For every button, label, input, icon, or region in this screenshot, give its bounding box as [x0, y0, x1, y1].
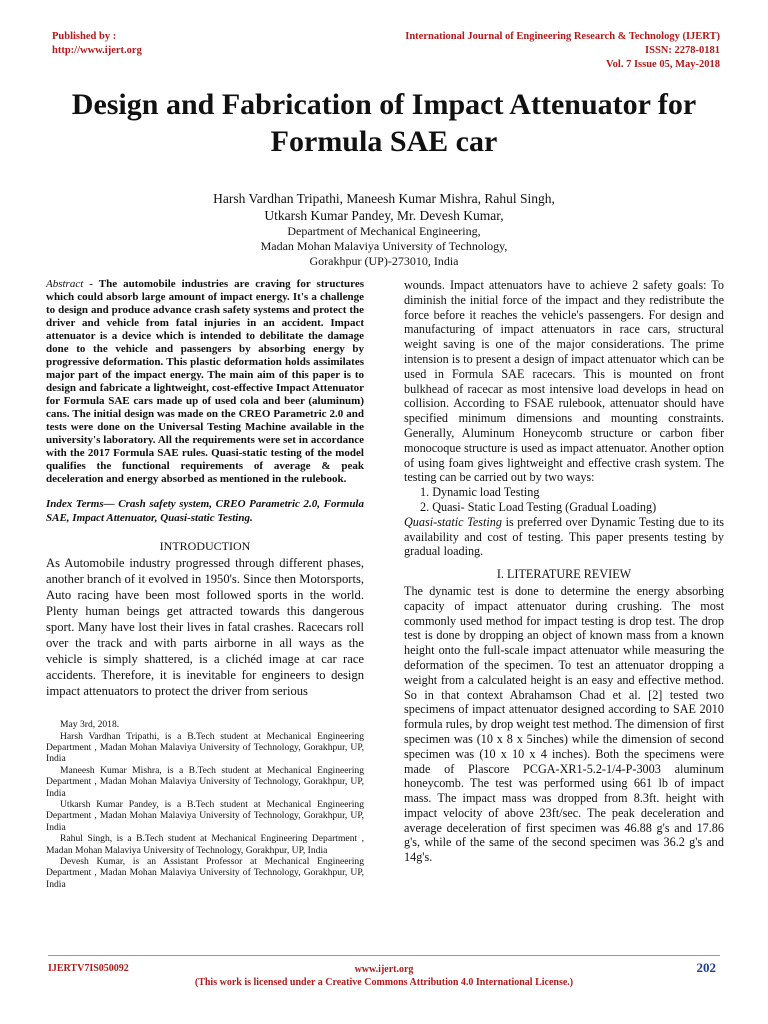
footer-url[interactable]: www.ijert.org [354, 964, 414, 975]
publisher-label: Published by : [52, 31, 117, 42]
author-city: Gorakhpur (UP)-273010, India [309, 254, 459, 268]
abstract-text: - The automobile industries are craving for structures which could absorb large amount of impact energy. It's a challenge to design and produce advance crash safety systems and protect the driver and vehicle from fatal injuries in an accident. Impact attenuator is a device which is intended to debilitate the damage done to the vehicle and passengers by absorbing energy by progressive deformation. This plastic deformation holds assimilates major part of the impact energy. The main aim of this paper is to design and fabricate a lightweight, cost-effective Impact Attenuator for Formula SAE cars made up of used cola and beer (aluminum) cans. The initial design was made on the CREO Parametric 2.0 and tests were done on the Universal Testing Machine available in the university's laboratory. All the requirements were set in accordance with the 2017 Formula SAE rules. Quasi-static testing of the model qualifies the functional requirements of average & peak deceleration and energy absorbed as mentioned in the rulebook. [46, 278, 364, 485]
right-column [404, 278, 724, 865]
footnote-author-4: Rahul Singh, is a B.Tech student at Mechanical Engineering Department , Madan Mohan Malaviya University of Technology, Gorakhpur, UP, India [46, 833, 364, 856]
author-department: Department of Mechanical Engineering, [287, 224, 481, 238]
intro-heading: INTRODUCTION [159, 539, 251, 553]
journal-volume: Vol. 7 Issue 05, May-2018 [606, 59, 720, 70]
author-names-line1: Harsh Vardhan Tripathi, Maneesh Kumar Mishra, Rahul Singh, [213, 191, 555, 206]
publisher-url[interactable]: http://www.ijert.org [52, 45, 142, 56]
quasi-static-text: is preferred over Dynamic Testing due to its availability and cost of testing. This paper presents testing by gradual loading. [404, 514, 724, 559]
page-number: 202 [696, 960, 716, 975]
testing-methods-list [404, 485, 724, 515]
footnote-date: May 3rd, 2018. [60, 719, 120, 731]
index-terms: Index Terms— Crash safety system, CREO Parametric 2.0, Formula SAE, Impact Attenuator, Quasi-static Testing. [46, 498, 364, 524]
footer-center [0, 963, 768, 989]
author-footnotes [46, 719, 364, 890]
journal-name: International Journal of Engineering Research & Technology (IJERT) [405, 31, 720, 42]
publisher-header [52, 30, 142, 58]
footer-divider [48, 955, 720, 956]
footnote-author-2: Maneesh Kumar Mishra, is a B.Tech student at Mechanical Engineering Department , Madan Mohan Malaviya University of Technology, Gorakhpur, UP, India [46, 764, 364, 799]
quasi-static-label: Quasi-static Testing [404, 514, 502, 529]
journal-issn: ISSN: 2278-0181 [645, 45, 720, 56]
literature-review-heading: I. LITERATURE REVIEW [496, 567, 632, 582]
abstract-label: Abstract [46, 278, 84, 290]
list-item: 2. Quasi- Static Load Testing (Gradual Loading) [420, 499, 657, 514]
author-block [100, 190, 668, 269]
list-item: 1. Dynamic load Testing [420, 485, 540, 500]
paper-title: Design and Fabrication of Impact Attenuator for Formula SAE car [71, 88, 697, 158]
footnote-author-3: Utkarsh Kumar Pandey, is a B.Tech student at Mechanical Engineering Department , Madan Mohan Malaviya University of Technology, Gorakhpur, UP, India [46, 799, 364, 833]
paper-id: IJERTV7IS050092 [48, 963, 129, 974]
footnote-author-5: Devesh Kumar, is an Assistant Professor at Mechanical Engineering Department , Madan Mohan Malaviya University of Technology, Gorakhpur, UP, India [46, 856, 364, 890]
license-note: (This work is licensed under a Creative Commons Attribution 4.0 International License.) [194, 977, 574, 988]
author-university: Madan Mohan Malaviya University of Technology, [260, 239, 508, 253]
abstract [46, 278, 364, 486]
footnote-author-1: Harsh Vardhan Tripathi, is a B.Tech student at Mechanical Engineering Department , Madan Mohan Malaviya University of Technology, Gorakhpur, UP, India [46, 730, 364, 765]
left-column [46, 278, 364, 890]
intro-continued: wounds. Impact attenuators have to achieve 2 safety goals: To diminish the initial force of the impact and they redistribute the force before it reaches the vehicle's passengers. For design and manufacturing of impact attenuators in race cars, structural weight saving is one of the major considerations. The prime intension is to present a design of impact attenuator which can be used in Formula SAE racecars. This is mounted on front bulkhead of racecar as most intensive load develops in head on collision. According to FSAE rulebook, attenuator should have specified minimum dimensions and mounting constraints. Generally, Aluminum Honeycomb structure or carbon fiber monocoque structure is used as impact attenuator. Another option of using foam gives lightweight and effective crash system. The testing can be carried out by two ways: [404, 278, 724, 485]
quasi-static-paragraph [404, 515, 724, 559]
intro-text: As Automobile industry progressed through different phases, another branch of it evolved in 1950's. Since then Motorsports, Auto racing have been most followed sports in the world. Plenty human beings get attracted towards this dangerous sport. Many have lost their lives in fatal crashes. Racecars roll over the track and with parts airborne in all ways as the vehicle is simply shattered, is a clichéd image at car race accidents. Therefore, it is inevitable for engineers to design impact attenuators to protect the driver from serious [46, 556, 364, 699]
literature-review-text: The dynamic test is done to determine the energy absorbing capacity of impact attenuator during crushing. The most commonly used method for impact testing is drop test. The drop test is done by dropping an object of known mass from a known height onto the full-scale impact attenuator while measuring the deformation of the specimen. To test an attenuator dropping a weight from a calculated height is an easy and effective method. So in that context Abrahamson Chad et al. [2] tested two specimens of impact attenuator designed according to SAE 2010 formula rules, by drop weight test method. The dimension of first specimen was (10 x 8 x 5inches) while the dimension of second specimen was (10 x 10 x 4 inches). Both the specimens were made of Plascore PCGA-XR1-5.2-1/4-P-3003 aluminum honeycomb. The test was performed using 661 lb of impact mass. The impact mass was dropped from 8.3ft. height with impact velocity of above 23ft/sec. The peak deceleration and average deceleration of first specimen was 46.88 g's and 17.86 g's, while of the same of the second specimen was 36.2 g's and 14g's. [404, 583, 724, 865]
author-names-line2: Utkarsh Kumar Pandey, Mr. Devesh Kumar, [264, 208, 504, 223]
journal-header [405, 30, 720, 72]
